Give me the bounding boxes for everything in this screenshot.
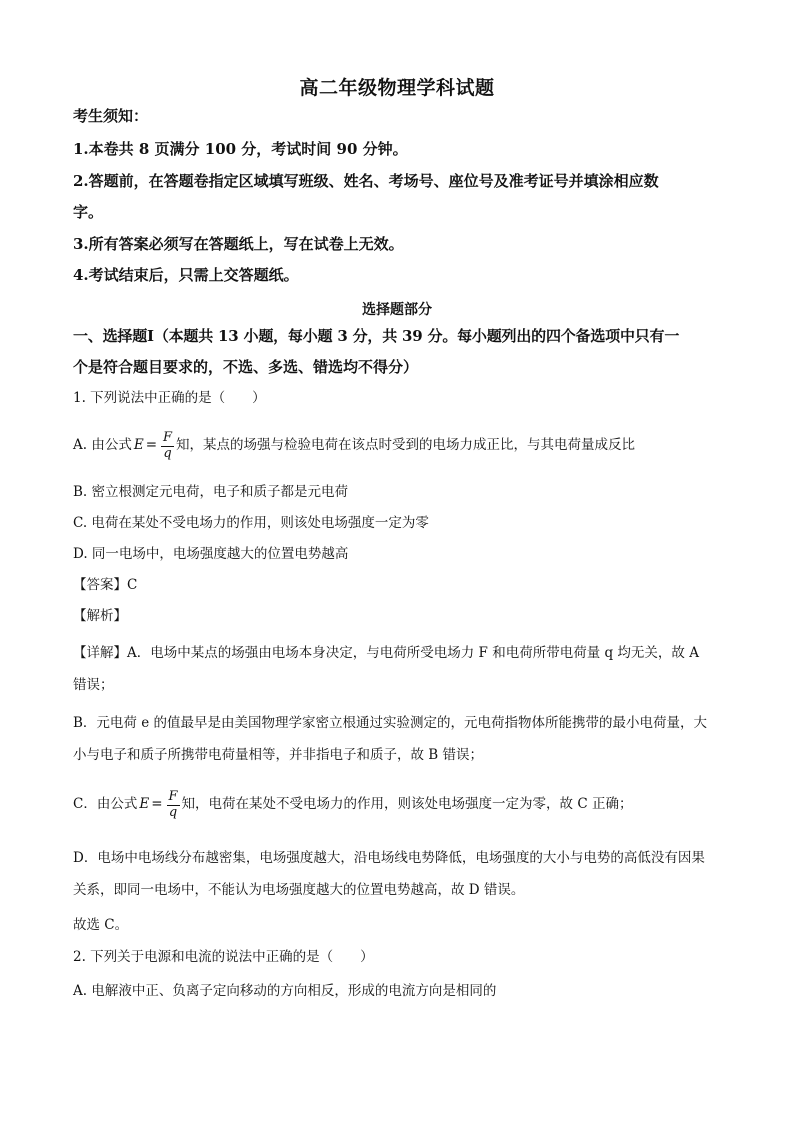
section-heading-line2: 个是符合题目要求的，不选、多选、错选均不得分） (73, 358, 419, 376)
q1-option-d: D. 同一电场中，电场强度越大的位置电势越高 (73, 546, 349, 562)
section-heading-line1: 一、选择题Ⅰ（本题共 13 小题，每小题 3 分，共 39 分。每小题列出的四个备选项中只有一 (73, 327, 680, 345)
formula-lhs: E (133, 437, 144, 454)
q1-option-a-prefix: A. 由公式 (73, 437, 132, 454)
page-title: 高二年级物理学科试题 (299, 77, 495, 99)
q1-stem: 1. 下列说法中正确的是（ ） (73, 390, 266, 406)
answer-label: 【答案】 (73, 577, 127, 593)
formula-numerator-2: F (168, 789, 178, 805)
answer-value: C (127, 577, 138, 593)
notice-item-2-cont: 字。 (73, 203, 104, 221)
formula-fraction-2 (167, 790, 180, 820)
detail-b-line1: B．元电荷 e 的值最早是由美国物理学家密立根通过实验测定的，元电荷指物体所能携带的最小电荷量，大 (73, 715, 707, 731)
detail-a-line1 (73, 647, 728, 661)
formula-equals: = (145, 437, 158, 454)
detail-c-prefix: C．由公式 (73, 796, 138, 813)
analysis-label: 【解析】 (73, 608, 127, 624)
notice-item-3: 3.所有答案必须写在答题纸上，写在试卷上无效。 (73, 235, 404, 253)
detail-a-line2: 错误； (73, 677, 114, 693)
formula-denominator: q (163, 445, 172, 461)
formula-numerator: F (163, 430, 173, 446)
notice-item-2: 2.答题前，在答题卷指定区域填写班级、姓名、考场号、座位号及准考证号并填涂相应数 (73, 172, 659, 190)
q1-conclusion: 故选 C。 (73, 917, 129, 933)
notice-heading: 考生须知： (73, 107, 149, 125)
notice-item-4: 4.考试结束后，只需上交答题纸。 (73, 266, 299, 284)
q1-answer (73, 579, 728, 593)
detail-d-line1: D．电场中电场线分布越密集，电场强度越大，沿电场线电势降低，电场强度的大小与电势的高低没有因果 (73, 850, 705, 866)
q2-stem: 2. 下列关于电源和电流的说法中正确的是（ ） (73, 949, 374, 965)
q1-option-c: C. 电荷在某处不受电场力的作用，则该处电场强度一定为零 (73, 515, 429, 531)
q2-option-a: A. 电解液中正、负离子定向移动的方向相反，形成的电流方向是相同的 (73, 983, 497, 999)
q1-option-a (73, 428, 728, 464)
formula-lhs-2: E (139, 796, 150, 813)
detail-b-line2: 小与电子和质子所携带电荷量相等，并非指电子和质子，故 B 错误； (73, 747, 484, 763)
notice-item-1: 1.本卷共 8 页满分 100 分，考试时间 90 分钟。 (73, 140, 408, 158)
detail-label: 【详解】 (73, 645, 127, 661)
formula-fraction (161, 431, 174, 461)
q1-option-b: B. 密立根测定元电荷，电子和质子都是元电荷 (73, 484, 349, 500)
detail-a-text: A．电场中某点的场强由电场本身决定，与电荷所受电场力 F 和电荷所带电荷量 q 均无关，故 A (127, 645, 699, 661)
detail-c-suffix: 知，电荷在某处不受电场力的作用，则该处电场强度一定为零，故 C 正确； (181, 796, 633, 813)
detail-d-line2: 关系，即同一电场中，不能认为电场强度越大的位置电势越高，故 D 错误。 (73, 882, 525, 898)
section-name: 选择题部分 (362, 302, 432, 318)
detail-c (73, 787, 728, 823)
formula-equals-2: = (151, 796, 163, 813)
formula-denominator-2: q (168, 804, 178, 820)
q1-option-a-suffix: 知，某点的场强与检验电荷在该点时受到的电场力成正比，与其电荷量成反比 (176, 437, 636, 454)
